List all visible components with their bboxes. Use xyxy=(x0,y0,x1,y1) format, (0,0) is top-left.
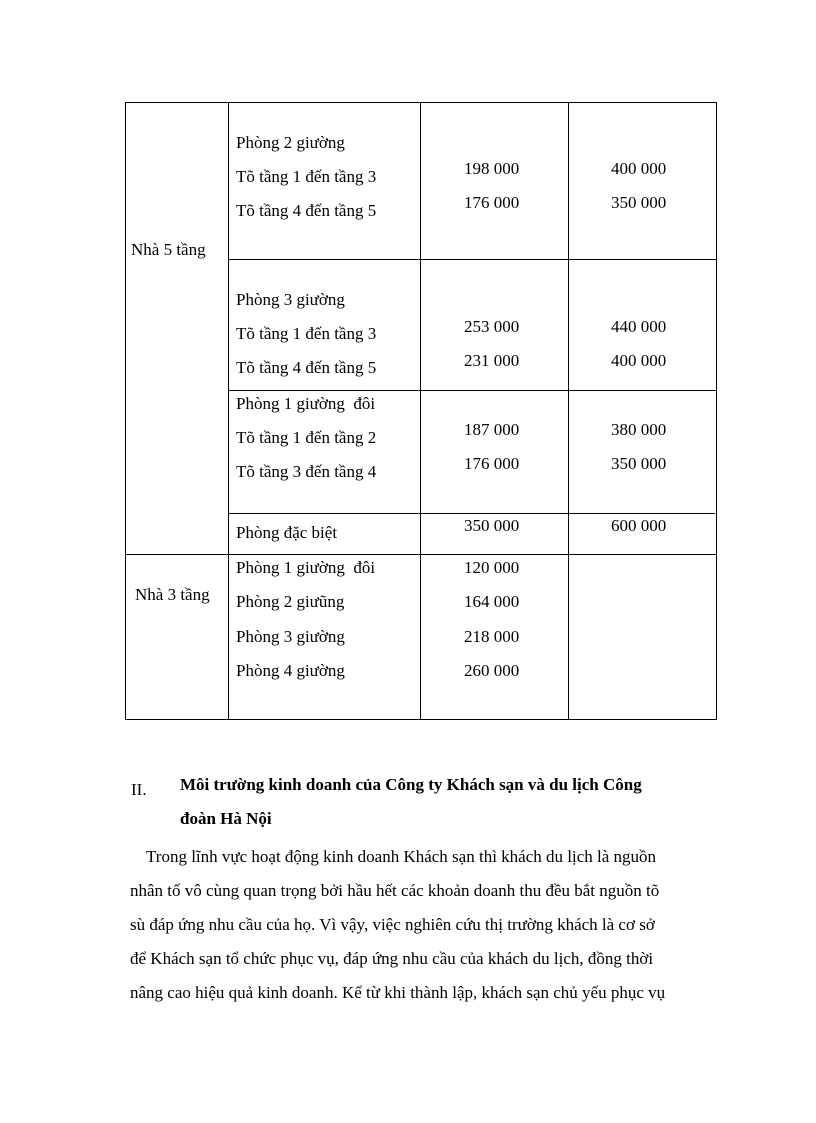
price-value: 253 000 xyxy=(464,317,520,336)
table-col-line-2 xyxy=(420,102,421,720)
price-value: 176 000 xyxy=(464,454,520,473)
price-value: 164 000 xyxy=(464,592,520,611)
room-type-label: Phòng 1 giường đôi xyxy=(236,394,376,413)
body-paragraph xyxy=(130,840,722,1010)
price-value: 400 000 xyxy=(611,351,667,370)
paragraph-line: sù đáp ứng nhu cầu của họ. Vì vậy, việc nghiên cứu thị trường khách là cơ sở xyxy=(130,915,655,934)
room-type-label: Phòng 3 giường xyxy=(236,290,345,309)
section-number: II. xyxy=(131,780,147,799)
paragraph-line: nhân tố vô cùng quan trọng bởi hầu hết các khoản doanh thu đều bắt nguồn tõ xyxy=(130,881,660,900)
paragraph-line: nâng cao hiệu quả kinh doanh. Kể từ khi thành lập, khách sạn chủ yếu phục vụ xyxy=(130,983,666,1002)
price-value: 400 000 xyxy=(611,159,667,178)
price-value: 218 000 xyxy=(464,627,520,646)
floor-range-label: Tõ tầng 1 đến tầng 3 xyxy=(236,167,377,186)
room-type-label: Phòng đặc biệt xyxy=(236,523,338,542)
table-row-line xyxy=(228,259,717,260)
price-value: 440 000 xyxy=(611,317,667,336)
group-label-nha5: Nhà 5 tầng xyxy=(131,240,206,259)
price-value: 198 000 xyxy=(464,159,520,178)
price-value: 350 000 xyxy=(611,454,667,473)
floor-range-label: Tõ tầng 4 đến tầng 5 xyxy=(236,201,377,220)
room-type-label: Phòng 4 giường xyxy=(236,661,345,680)
price-value: 260 000 xyxy=(464,661,520,680)
table-col-line-3 xyxy=(568,102,569,720)
price-value: 120 000 xyxy=(464,558,520,577)
floor-range-label: Tõ tầng 1 đến tầng 2 xyxy=(236,428,377,447)
price-value: 176 000 xyxy=(464,193,520,212)
table-border-top xyxy=(125,102,717,103)
table-border-right xyxy=(716,102,717,720)
section-title-line-2: đoàn Hà Nội xyxy=(180,809,272,828)
price-value: 231 000 xyxy=(464,351,520,370)
table-col-line-1 xyxy=(228,102,229,720)
floor-range-label: Tõ tầng 4 đến tầng 5 xyxy=(236,358,377,377)
price-value: 380 000 xyxy=(611,420,667,439)
room-type-label: Phòng 2 giưũng xyxy=(236,592,345,611)
section-title-line-1: Môi trường kinh doanh của Công ty Khách sạn và du lịch Công xyxy=(180,775,642,794)
price-value: 600 000 xyxy=(611,516,667,535)
paragraph-line: để Khách sạn tổ chức phục vụ, đáp ứng nhu cầu của khách du lịch, đồng thời xyxy=(130,949,654,968)
price-value: 350 000 xyxy=(611,193,667,212)
room-type-label: Phòng 2 giường xyxy=(236,133,345,152)
table-border-left xyxy=(125,102,126,720)
floor-range-label: Tõ tầng 3 đến tầng 4 xyxy=(236,462,377,481)
paragraph-line: Trong lĩnh vực hoạt động kinh doanh Khách sạn thì khách du lịch là nguồn xyxy=(146,847,657,866)
table-border-bottom xyxy=(125,719,717,720)
room-type-label: Phòng 3 giường xyxy=(236,627,345,646)
price-value: 350 000 xyxy=(464,516,520,535)
price-value: 187 000 xyxy=(464,420,520,439)
floor-range-label: Tõ tầng 1 đến tầng 3 xyxy=(236,324,377,343)
table-row-line xyxy=(125,554,717,555)
room-type-label: Phòng 1 giường đôi xyxy=(236,558,376,577)
group-label-nha3: Nhà 3 tầng xyxy=(135,585,210,604)
